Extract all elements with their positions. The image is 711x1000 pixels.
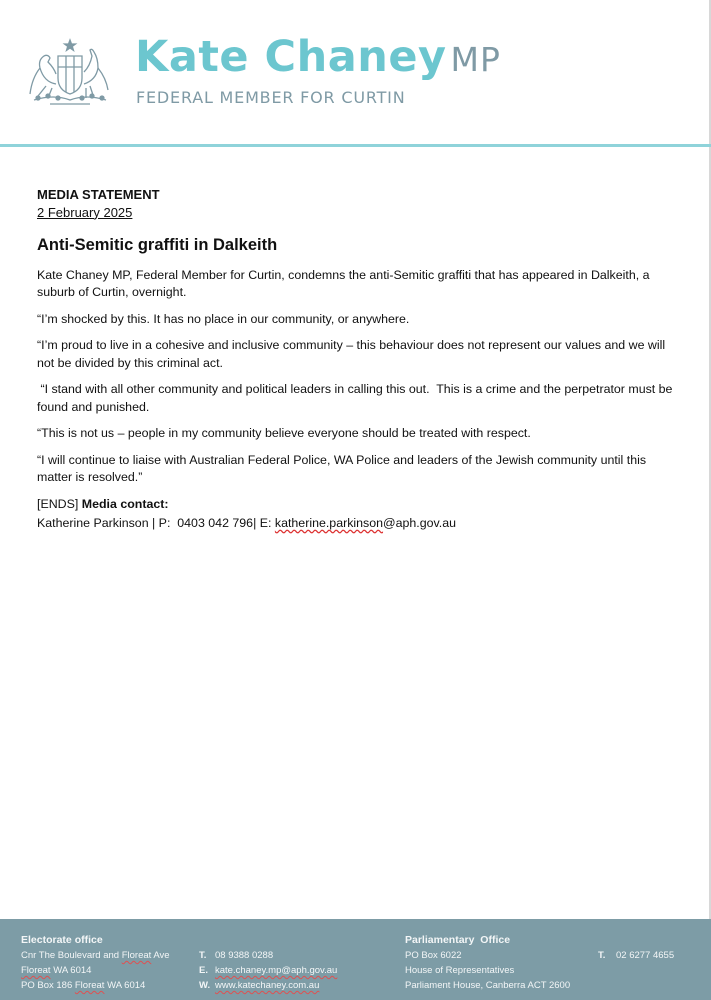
header-rule xyxy=(0,144,711,147)
media-contact-line xyxy=(37,515,677,533)
statement-date: 2 February 2025 xyxy=(37,204,133,220)
paragraph-4: “I stand with all other community and political leaders in calling this out. This is a crime and the perpetrator must be found and punished. xyxy=(37,382,676,414)
parliamentary-office xyxy=(405,933,570,993)
parliament-line-2: House of Representatives xyxy=(405,965,515,976)
electorate-title: Electorate office xyxy=(21,934,103,946)
statement-label: MEDIA STATEMENT xyxy=(37,187,160,202)
footer xyxy=(0,919,711,1000)
coat-of-arms-icon xyxy=(24,38,116,108)
electorate-line-1 xyxy=(21,948,170,963)
paragraph-3: “I’m proud to live in a cohesive and inclusive community – this behaviour does not represent our values and we will not be divided by this criminal act. xyxy=(37,338,666,370)
parliament-phone-key: T. xyxy=(598,950,606,961)
electorate-line-3-a: PO Box 186 xyxy=(21,980,75,991)
electorate-web[interactable]: www.katechaney.com.au xyxy=(215,980,320,991)
parliament-phone[interactable]: 02 6277 4655 xyxy=(616,950,675,961)
electorate-contacts xyxy=(199,948,337,993)
contact-name-phone: Katherine Parkinson | P: 0403 042 796| E: xyxy=(37,516,275,530)
paragraph-5: “This is not us – people in my community believe everyone should be treated with respect. xyxy=(37,426,531,440)
electorate-line-3 xyxy=(21,978,170,993)
web-key: W. xyxy=(199,980,211,991)
electorate-email-row xyxy=(199,963,337,978)
electorate-office xyxy=(21,933,170,993)
electorate-email[interactable]: kate.chaney.mp@aph.gov.au xyxy=(215,965,338,976)
electorate-line-1-a: Cnr The Boulevard and xyxy=(21,950,122,961)
contact-email-domain[interactable]: @aph.gov.au xyxy=(383,516,457,530)
electorate-line-3-c: WA 6014 xyxy=(104,980,146,991)
electorate-line-2-b: WA 6014 xyxy=(50,965,92,976)
electorate-line-1-b: Floreat xyxy=(121,950,152,961)
electorate-line-1-c: Ave xyxy=(151,950,170,961)
mp-name xyxy=(135,32,501,82)
paragraph-6: “I will continue to liaise with Australian Federal Police, WA Police and leaders of the Jewish community until this matter is resolved.” xyxy=(37,452,647,484)
paragraph-2: “I’m shocked by this. It has no place in our community, or anywhere. xyxy=(37,311,410,326)
parliament-line-3: Parliament House, Canberra ACT 2600 xyxy=(405,980,571,991)
electorate-phone[interactable]: 08 9388 0288 xyxy=(215,950,274,961)
electorate-line-2-a: Floreat xyxy=(21,965,51,976)
parliament-contacts xyxy=(598,948,674,963)
parliament-title: Parliamentary Office xyxy=(405,934,511,946)
mp-name-text: Kate Chaney xyxy=(135,32,447,82)
phone-key: T. xyxy=(199,950,207,961)
parliament-line-1: PO Box 6022 xyxy=(405,950,462,961)
email-key: E. xyxy=(199,965,208,976)
media-contact-heading xyxy=(37,496,677,514)
electorate-phone-row xyxy=(199,948,337,963)
electorate-line-3-b: Floreat xyxy=(74,980,105,991)
paragraph-1: Kate Chaney MP, Federal Member for Curtin, condemns the anti-Semitic graffiti that has appeared in Dalkeith, a suburb of Curtin, overnight. xyxy=(37,267,650,299)
mp-role: FEDERAL MEMBER FOR CURTIN xyxy=(136,88,406,107)
statement-body xyxy=(37,186,677,542)
electorate-line-2 xyxy=(21,963,170,978)
media-contact-label: Media contact: xyxy=(81,496,169,511)
ends-marker: [ENDS] xyxy=(37,496,79,511)
letterhead xyxy=(0,0,711,148)
statement-headline: Anti-Semitic graffiti in Dalkeith xyxy=(37,236,278,254)
contact-email-user[interactable]: katherine.parkinson xyxy=(274,516,384,530)
mp-suffix: MP xyxy=(450,40,501,79)
electorate-web-row xyxy=(199,978,337,993)
